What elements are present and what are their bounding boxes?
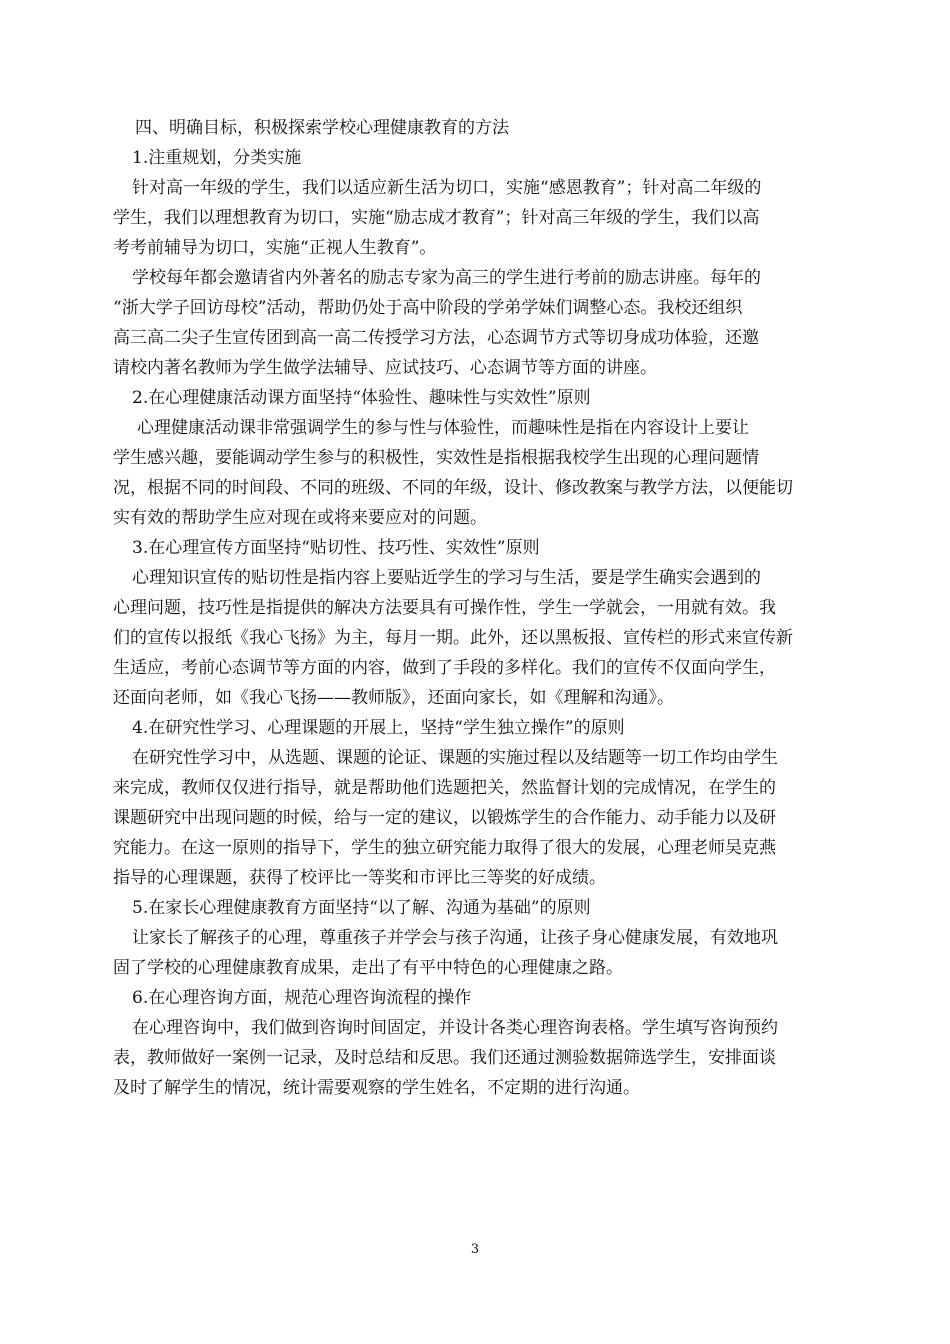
- paragraph-6: [113, 923, 841, 983]
- paragraph-line: 学校每年都会邀请省内外著名的励志专家为高三的学生进行考前的励志讲座。每年的: [132, 268, 761, 288]
- paragraph-line: 心理知识宣传的贴切性是指内容上要贴近学生的学习与生活，要是学生确实会遇到的: [132, 568, 761, 588]
- page-content: [113, 113, 841, 1103]
- page-number: 3: [470, 1242, 480, 1257]
- paragraph-line: 考考前辅导为切口，实施“正视人生教育”。: [113, 238, 437, 258]
- paragraph-line: 课题研究中出现问题的时候，给与一定的建议，以锻炼学生的合作能力、动手能力以及研: [113, 808, 776, 828]
- paragraph-line: 高三高二尖子生宣传团到高一高二传授学习方法，心态调节方式等切身成功体验，还邀: [113, 328, 759, 348]
- paragraph-line: 请校内著名教师为学生做学法辅导、应试技巧、心态调节等方面的讲座。: [113, 358, 657, 378]
- paragraph-2: [113, 263, 841, 383]
- paragraph-line: 们的宣传以报纸《我心飞扬》为主，每月一期。此外，还以黑板报、宣传栏的形式来宣传新: [113, 628, 793, 648]
- paragraph-line: 针对高一年级的学生，我们以适应新生活为切口，实施“感恩教育”；针对高二年级的: [132, 178, 762, 198]
- paragraph-line: 让家长了解孩子的心理，尊重孩子并学会与孩子沟通，让孩子身心健康发展，有效地巩: [132, 928, 778, 948]
- paragraph-line: “浙大学子回访母校”活动，帮助仍处于高中阶段的学弟学妹们调整心态。我校还组织: [113, 298, 743, 318]
- paragraph-line: 及时了解学生的情况，统计需要观察的学生姓名，不定期的进行沟通。: [113, 1078, 640, 1098]
- paragraph-line: 心理问题，技巧性是指提供的解决方法要具有可操作性，学生一学就会，一用就有效。我: [113, 598, 776, 618]
- section-title: 四、明确目标，积极探索学校心理健康教育的方法: [135, 118, 509, 138]
- paragraph-line: 来完成，教师仅仅进行指导，就是帮助他们选题把关，然监督计划的完成情况，在学生的: [113, 778, 776, 798]
- paragraph-line: 况，根据不同的时间段、不同的班级、不同的年级，设计、修改教案与教学方法，以便能切: [113, 478, 793, 498]
- paragraph-line: 还面向老师，如《我心飞扬——教师版》，还面向家长，如《理解和沟通》。: [113, 688, 674, 708]
- subheading-6: 6.在心理咨询方面，规范心理咨询流程的操作: [132, 988, 472, 1008]
- paragraph-line: 在心理咨询中，我们做到咨询时间固定，并设计各类心理咨询表格。学生填写咨询预约: [132, 1018, 778, 1038]
- paragraph-line: 实有效的帮助学生应对现在或将来要应对的问题。: [113, 508, 487, 528]
- subheading-1: 1.注重规划，分类实施: [132, 148, 302, 168]
- paragraph-line: 生适应，考前心态调节等方面的内容，做到了手段的多样化。我们的宣传不仅面向学生，: [113, 658, 776, 678]
- paragraph-line: 心理健康活动课非常强调学生的参与性与体验性，而趣味性是指在内容设计上要让: [137, 418, 749, 438]
- subheading-4: 4.在研究性学习、心理课题的开展上，坚持“学生独立操作”的原则: [132, 718, 625, 738]
- paragraph-line: 究能力。在这一原则的指导下，学生的独立研究能力取得了很大的发展，心理老师吴克燕: [113, 838, 776, 858]
- paragraph-3: [113, 413, 841, 533]
- paragraph-line: 指导的心理课题，获得了校评比一等奖和市评比三等奖的好成绩。: [113, 868, 606, 888]
- paragraph-5: [113, 743, 841, 893]
- subheading-2: 2.在心理健康活动课方面坚持“体验性、趣味性与实效性”原则: [132, 388, 591, 408]
- paragraph-4: [113, 563, 841, 713]
- subheading-5: 5.在家长心理健康教育方面坚持“以了解、沟通为基础”的原则: [132, 898, 591, 918]
- paragraph-line: 固了学校的心理健康教育成果，走出了有平中特色的心理健康之路。: [113, 958, 623, 978]
- paragraph-line: 学生感兴趣，要能调动学生参与的积极性，实效性是指根据我校学生出现的心理问题情: [113, 448, 759, 468]
- paragraph-line: 学生，我们以理想教育为切口，实施“励志成才教育”；针对高三年级的学生，我们以高: [113, 208, 760, 228]
- subheading-3: 3.在心理宣传方面坚持“贴切性、技巧性、实效性”原则: [132, 538, 540, 558]
- paragraph-line: 表，教师做好一案例一记录，及时总结和反思。我们还通过测验数据筛选学生，安排面谈: [113, 1048, 776, 1068]
- paragraph-line: 在研究性学习中，从选题、课题的论证、课题的实施过程以及结题等一切工作均由学生: [132, 748, 778, 768]
- paragraph-7: [113, 1013, 841, 1103]
- paragraph-1: [113, 173, 841, 263]
